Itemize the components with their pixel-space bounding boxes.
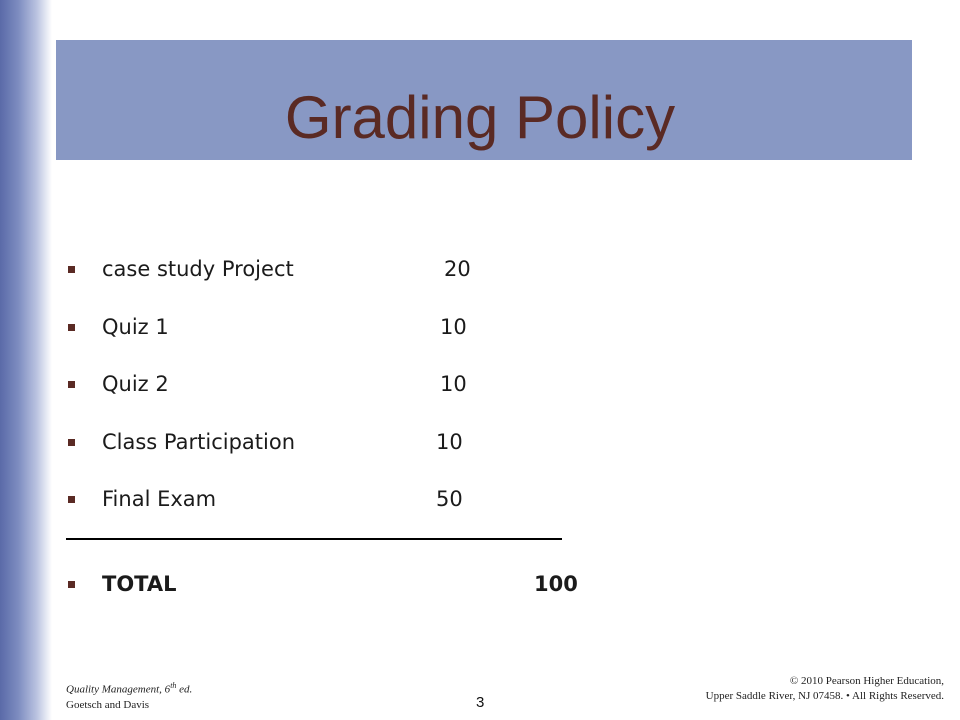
item-value: 50: [436, 487, 463, 511]
square-bullet-icon: [68, 324, 75, 331]
page-number: 3: [476, 694, 485, 711]
slide-title: Grading Policy: [284, 84, 676, 151]
book-authors: Goetsch and Davis: [66, 698, 150, 711]
book-edition-sup: th: [170, 681, 177, 690]
square-bullet-icon: [68, 266, 75, 273]
copyright-line-1: © 2010 Pearson Higher Education,: [789, 675, 944, 687]
item-value: 10: [436, 430, 463, 454]
square-bullet-icon: [68, 381, 75, 388]
item-label: Quiz 1: [102, 315, 169, 339]
square-bullet-icon: [68, 496, 75, 503]
total-label: TOTAL: [102, 572, 177, 596]
item-label: Quiz 2: [102, 372, 169, 396]
item-value: 20: [444, 257, 471, 281]
footer-book-info: [66, 678, 192, 713]
square-bullet-icon: [68, 581, 75, 588]
total-value: 100: [534, 572, 578, 596]
item-label: case study Project: [102, 257, 294, 281]
footer-copyright: [706, 674, 944, 704]
square-bullet-icon: [68, 439, 75, 446]
item-value: 10: [440, 315, 467, 339]
item-label: Class Participation: [102, 430, 296, 454]
book-title-line: [66, 678, 192, 698]
total-divider: [66, 538, 562, 540]
copyright-line-2: Upper Saddle River, NJ 07458. • All Rights Reserved.: [705, 690, 944, 702]
item-value: 10: [440, 372, 467, 396]
book-edition-suffix: ed.: [176, 683, 193, 696]
book-title: Quality Management, 6: [66, 683, 171, 696]
item-label: Final Exam: [102, 487, 217, 511]
